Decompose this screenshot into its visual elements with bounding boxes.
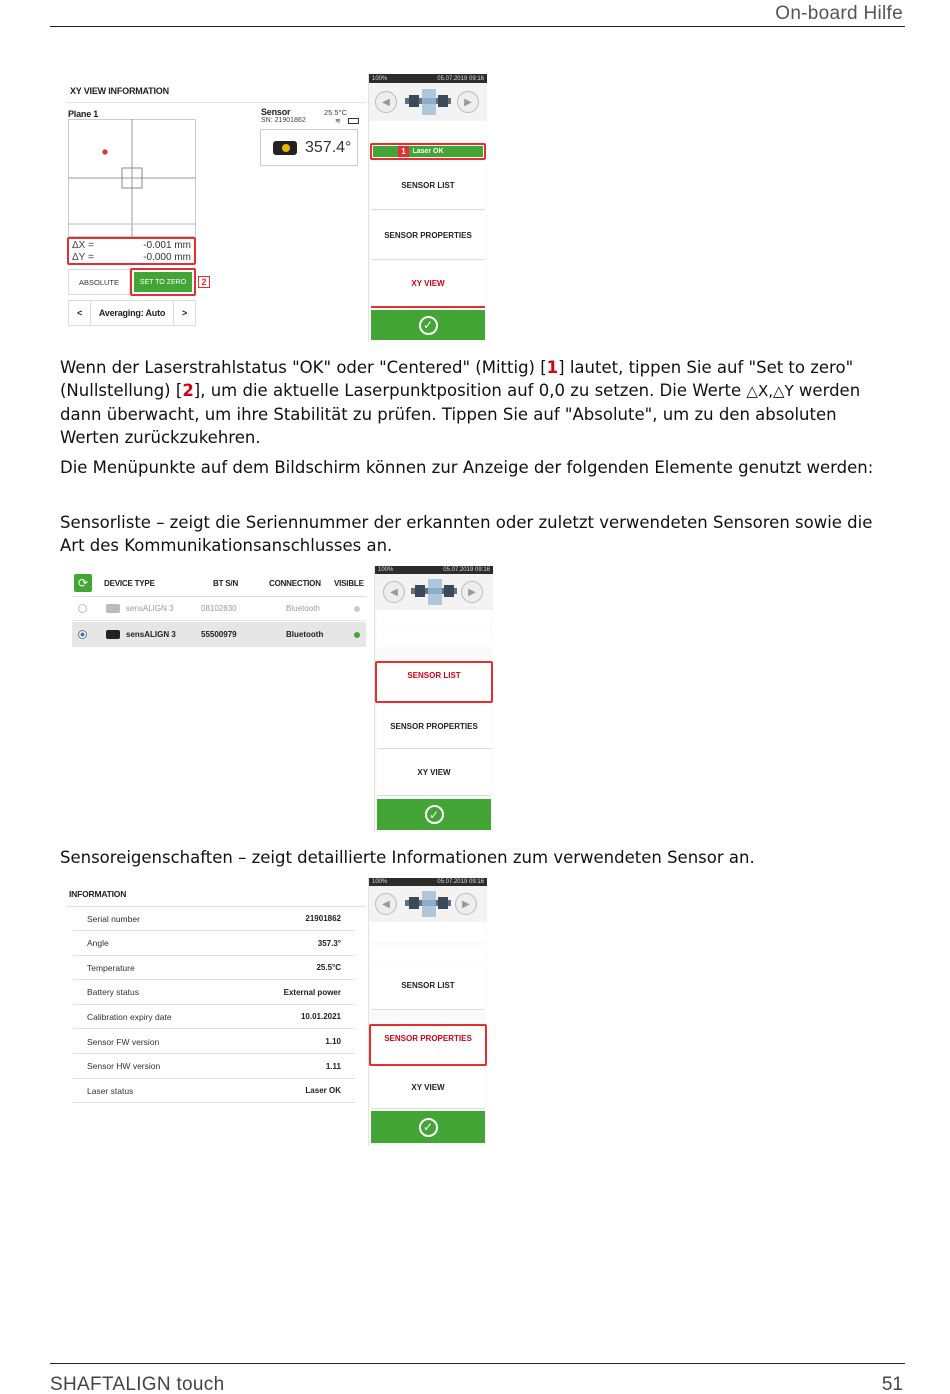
averaging-prev-button[interactable]: < bbox=[69, 301, 91, 325]
information-title: INFORMATION bbox=[69, 889, 127, 899]
col-connection: CONNECTION bbox=[269, 579, 321, 588]
prev-circle-icon[interactable]: ◀ bbox=[375, 91, 397, 113]
averaging-label: Averaging: Auto bbox=[98, 308, 166, 318]
footer-product-name: SHAFTALIGN touch bbox=[50, 1374, 225, 1394]
laser-adjustment-item[interactable]: LASER ADJUSTMENT bbox=[371, 121, 485, 141]
plane-label: Plane 1 bbox=[68, 109, 99, 119]
absolute-button[interactable] bbox=[68, 269, 130, 295]
confirm-button[interactable] bbox=[371, 310, 485, 340]
info-label: Sensor FW version bbox=[87, 1036, 160, 1047]
header-rule bbox=[50, 26, 905, 27]
angle-box bbox=[260, 129, 358, 166]
info-row bbox=[73, 1055, 355, 1079]
info-row bbox=[73, 956, 355, 980]
sensor-device-icon bbox=[106, 630, 120, 639]
dy-value: -0.000 mm bbox=[143, 252, 191, 263]
prev-circle-icon[interactable]: ◀ bbox=[375, 893, 397, 915]
wifi-icon: ≋ bbox=[335, 117, 341, 125]
p1-text-c: ], um die aktuelle Laserpunktposition auf 0,0 zu setzen. Die Werte bbox=[193, 381, 747, 400]
battery-percent: 100% bbox=[372, 75, 388, 82]
info-value: 357.3° bbox=[317, 938, 341, 948]
battery-percent: 100% bbox=[372, 879, 388, 885]
info-row bbox=[73, 932, 355, 956]
sensor-properties-item[interactable]: SENSOR PROPERTIES bbox=[371, 211, 485, 260]
check-icon: ✓ bbox=[419, 1118, 438, 1137]
p1-callout-1: 1 bbox=[546, 358, 559, 377]
xy-view-screenshot bbox=[60, 72, 490, 344]
sensor-sn: SN: 21901862 bbox=[261, 117, 306, 124]
info-value: 1.11 bbox=[325, 1061, 341, 1071]
p1-text-d: werden dann überwacht, um ihre Stabilität zu prüfen. Tippen Sie auf "Absolute", um zu den absoluten Werten zurückzukehren. bbox=[60, 381, 861, 447]
laser-ok-label: Laser OK bbox=[412, 148, 444, 155]
sensor-temp: 25.5°C bbox=[324, 108, 348, 117]
next-circle-icon[interactable]: ▶ bbox=[455, 893, 477, 915]
check-icon: ✓ bbox=[425, 805, 444, 824]
check-icon: ✓ bbox=[419, 316, 438, 335]
machine-icon bbox=[411, 585, 457, 599]
dy-label: ΔY = bbox=[72, 252, 94, 263]
sensor-device-icon bbox=[273, 141, 297, 155]
radio-button-selected[interactable] bbox=[78, 630, 87, 639]
machine-area bbox=[375, 574, 493, 610]
sensor-properties-screenshot bbox=[60, 876, 490, 1146]
laser-point bbox=[102, 149, 107, 154]
sensor-list-item[interactable]: SENSOR LIST bbox=[371, 962, 485, 1010]
info-value: 1.10 bbox=[325, 1037, 341, 1046]
laser-ok-status[interactable]: Laser OK bbox=[371, 945, 485, 961]
bt-sn: 55500979 bbox=[201, 630, 237, 639]
visible-dot bbox=[354, 606, 360, 612]
info-row bbox=[73, 907, 355, 931]
info-label: Serial number bbox=[87, 913, 140, 924]
info-label: Sensor HW version bbox=[87, 1061, 161, 1072]
xy-view-item[interactable]: XY VIEW bbox=[371, 261, 485, 308]
connection: Bluetooth bbox=[286, 604, 320, 613]
confirm-button[interactable] bbox=[377, 799, 491, 830]
xy-view-title: XY VIEW INFORMATION bbox=[70, 86, 169, 96]
phone-panel bbox=[368, 878, 486, 1146]
next-circle-icon[interactable]: ▶ bbox=[461, 581, 483, 603]
angle-value: 357.4° bbox=[305, 138, 352, 156]
sensor-list-item[interactable]: SENSOR LIST bbox=[375, 661, 493, 703]
device-type: sensALIGN 3 bbox=[126, 630, 176, 639]
bt-sn: 08102830 bbox=[201, 604, 237, 613]
status-datetime: 05.07.2019 09:16 bbox=[443, 567, 490, 573]
set-to-zero-button[interactable] bbox=[130, 268, 196, 296]
p1-delta-symbols: △X,△Y bbox=[746, 382, 794, 400]
phone-panel bbox=[368, 74, 486, 342]
radio-button[interactable] bbox=[78, 604, 87, 613]
laser-ok-status[interactable]: Laser OK bbox=[377, 631, 491, 647]
info-label: Calibration expiry date bbox=[87, 1011, 172, 1022]
status-datetime: 05.07.2019 09:16 bbox=[437, 879, 484, 885]
machine-area bbox=[369, 83, 487, 121]
sensor-list-screenshot bbox=[66, 566, 494, 832]
dx-label: ΔX = bbox=[72, 240, 94, 251]
p1-text-b: ] lautet, tippen Sie auf "Set to zero" (Nullstellung) [ bbox=[60, 358, 854, 400]
xy-view-item[interactable]: XY VIEW bbox=[371, 1067, 485, 1109]
info-value: External power bbox=[283, 987, 341, 997]
set-to-zero-label: SET TO ZERO bbox=[139, 278, 187, 286]
status-datetime: 05.07.2019 09:16 bbox=[437, 75, 484, 82]
table-row[interactable] bbox=[72, 597, 366, 621]
col-visible: VISIBLE bbox=[334, 579, 364, 588]
info-label: Laser status bbox=[87, 1085, 134, 1096]
sensor-device-icon bbox=[106, 604, 120, 613]
machine-area bbox=[369, 886, 487, 922]
page-header-title: On-board Hilfe bbox=[775, 3, 903, 24]
next-circle-icon[interactable]: ▶ bbox=[457, 91, 479, 113]
machine-icon bbox=[405, 897, 451, 911]
info-label: Temperature bbox=[87, 962, 135, 973]
callout-1: 1 bbox=[398, 146, 409, 157]
phone-panel bbox=[374, 566, 492, 832]
paragraph-set-to-zero bbox=[60, 356, 900, 449]
visible-dot bbox=[354, 632, 360, 638]
laser-ok-box[interactable] bbox=[370, 143, 486, 160]
info-value: Laser OK bbox=[305, 1086, 341, 1096]
battery-icon bbox=[348, 118, 359, 124]
info-row bbox=[73, 1030, 355, 1054]
device-type: sensALIGN 3 bbox=[126, 604, 174, 613]
paragraph-menu-items: Die Menüpunkte auf dem Bildschirm können zur Anzeige der folgenden Elemente genutzt werden: bbox=[60, 458, 874, 477]
refresh-icon[interactable]: ⟳ bbox=[74, 574, 92, 592]
absolute-button-label: ABSOLUTE bbox=[78, 277, 119, 287]
p1-text-a: Wenn der Laserstrahlstatus "OK" oder "Centered" (Mittig) [ bbox=[60, 358, 547, 377]
p1-callout-2: 2 bbox=[182, 381, 194, 400]
col-bt-sn: BT S/N bbox=[213, 579, 239, 588]
xy-view-item[interactable]: XY VIEW bbox=[377, 750, 491, 796]
laser-adjustment-item[interactable]: LASER ADJUSTMENT bbox=[371, 922, 485, 942]
sensor-properties-item[interactable]: SENSOR PROPERTIES bbox=[377, 704, 491, 749]
averaging-next-button[interactable]: > bbox=[173, 301, 195, 325]
info-row bbox=[73, 981, 355, 1005]
delta-values-box bbox=[67, 237, 196, 265]
laser-adjustment-item[interactable]: LASER ADJUSTMENT bbox=[377, 610, 491, 630]
info-label: Battery status bbox=[87, 987, 139, 998]
status-bar bbox=[369, 74, 487, 83]
battery-percent: 100% bbox=[378, 567, 394, 573]
machine-icon bbox=[405, 95, 451, 109]
connection: Bluetooth bbox=[286, 630, 324, 639]
footer-page-number: 51 bbox=[881, 1374, 903, 1394]
sensor-label: Sensor bbox=[261, 107, 291, 117]
sensor-list-item[interactable]: SENSOR LIST bbox=[371, 162, 485, 210]
info-value: 25.5°C bbox=[316, 963, 341, 973]
confirm-button[interactable] bbox=[371, 1111, 485, 1143]
info-label: Angle bbox=[87, 938, 109, 949]
paragraph-sensor-properties: Sensoreigenschaften – zeigt detaillierte Informationen zum verwendeten Sensor an. bbox=[60, 848, 755, 867]
sensor-properties-item[interactable]: SENSOR PROPERTIES bbox=[369, 1024, 487, 1066]
xy-target-plot bbox=[68, 119, 196, 237]
col-device-type: DEVICE TYPE bbox=[104, 579, 155, 588]
callout-2: 2 bbox=[198, 276, 210, 288]
info-value: 10.01.2021 bbox=[300, 1012, 341, 1022]
status-bar bbox=[369, 878, 487, 886]
status-bar bbox=[375, 566, 493, 574]
averaging-control[interactable] bbox=[68, 300, 196, 326]
info-row bbox=[73, 1079, 355, 1103]
info-row bbox=[73, 1005, 355, 1029]
table-row[interactable] bbox=[72, 622, 366, 647]
paragraph-sensor-list: Sensorliste – zeigt die Seriennummer der erkannten oder zuletzt verwendeten Sensoren sowie die Art des Kommunikationsanschlusses an. bbox=[60, 513, 873, 555]
prev-circle-icon[interactable]: ◀ bbox=[383, 581, 405, 603]
info-value: 21901862 bbox=[305, 914, 341, 923]
divider bbox=[66, 102, 366, 103]
dx-value: -0.001 mm bbox=[143, 240, 191, 251]
footer-rule bbox=[50, 1363, 905, 1364]
